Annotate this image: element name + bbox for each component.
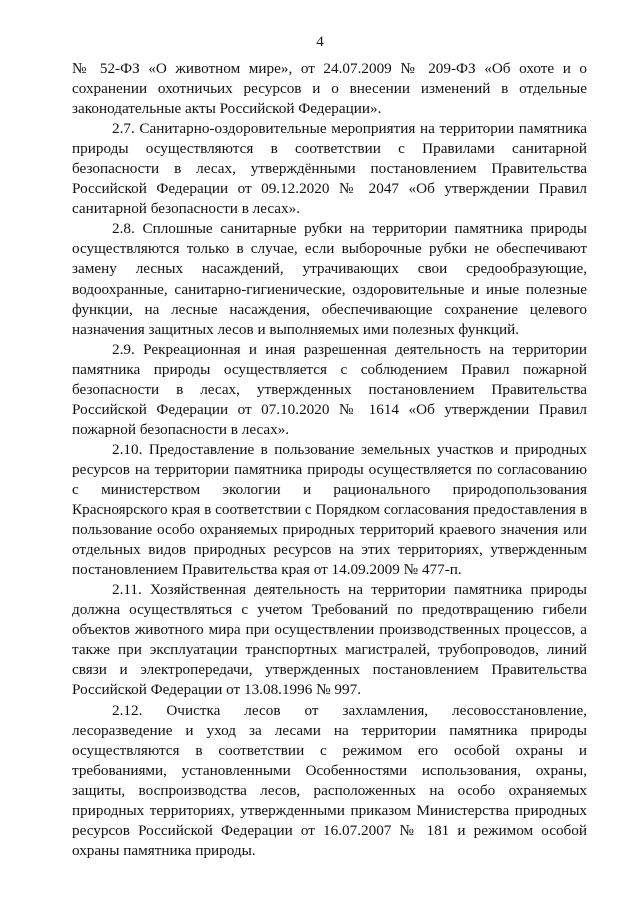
document-body	[72, 59, 587, 861]
paragraph-2-11: 2.11. Хозяйственная деятельность на территории памятника природы должна осуществляться с учетом Требований по предотвращению гибели объектов животного мира при осуществлении производственных процессов, а также при эксплуатации транспортных магистралей, трубопроводов, линий связи и электропередачи, утвержденных постановлением Правительства Российской Федерации от 13.08.1996 № 997.	[72, 581, 587, 699]
paragraph-2-10: 2.10. Предоставление в пользование земельных участков и природных ресурсов на территории памятника природы осуществляется по согласованию с министерством экологии и рационального природопользования Красноярского края в соответствии с Порядком согласования предоставления в пользование особо охраняемых природных территорий краевого значения или отдельных видов природных ресурсов на этих территориях, утвержденным постановлением Правительства края от 14.09.2009 № 477-п.	[72, 440, 587, 579]
page-number: 4	[316, 34, 324, 50]
paragraph-continuation: № 52-ФЗ «О животном мире», от 24.07.2009 № 209-ФЗ «Об охоте и о сохранении охотничьих ресурсов и о внесении изменений в отдельные законодательные акты Российской Федерации».	[72, 60, 587, 118]
paragraph-2-9: 2.9. Рекреационная и иная разрешенная деятельность на территории памятника природы осуществляется с соблюдением Правил пожарной безопасности в лесах, утвержденных постановлением Правительства Российской Федерации от 07.10.2020 № 1614 «Об утверждении Правил пожарной безопасности в лесах».	[72, 340, 587, 438]
paragraph-2-12: 2.12. Очистка лесов от захламления, лесовосстановление, лесоразведение и уход за лесами на территории памятника природы осуществляются в соответствии с режимом его особой охраны и требованиями, установленными Особенностями использования, охраны, защиты, воспроизводства лесов, расположенных на особо охраняемых природных территориях, утвержденными приказом Министерства природных ресурсов Российской Федерации от 16.07.2007 № 181 и режимом особой охраны памятника природы.	[72, 701, 587, 859]
paragraph-2-7: 2.7. Санитарно-оздоровительные мероприятия на территории памятника природы осуществляются в соответствии с Правилами санитарной безопасности в лесах, утверждёнными постановлением Правительства Российской Федерации от 09.12.2020 № 2047 «Об утверждении Правил санитарной безопасности в лесах».	[72, 120, 587, 218]
paragraph-2-8: 2.8. Сплошные санитарные рубки на территории памятника природы осуществляются только в случае, если выборочные рубки не обеспечивают замену лесных насаждений, утрачивающих свои средообразующие, водоохранные, санитарно-гигиенические, оздоровительные и иные полезные функции, на лесные насаждения, обеспечивающие сохранение целевого назначения защитных лесов и выполняемых ими полезных функций.	[72, 220, 587, 338]
